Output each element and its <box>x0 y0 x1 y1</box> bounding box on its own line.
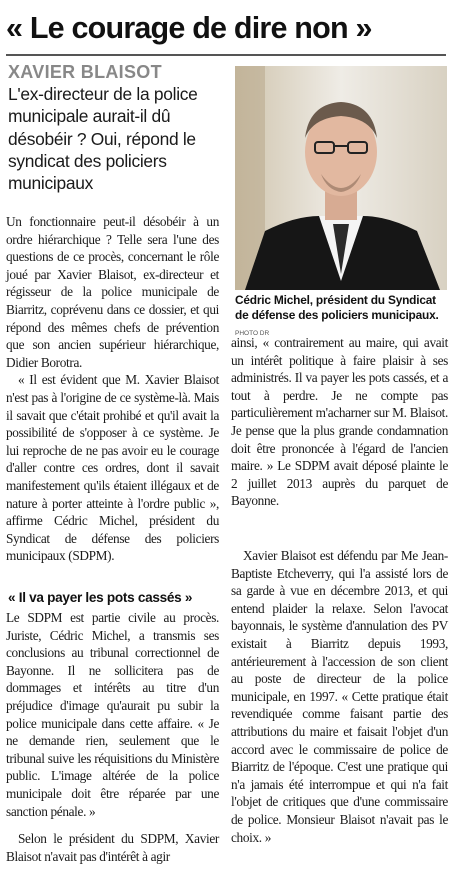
headline-divider <box>6 54 446 56</box>
article-column-left-bottom <box>6 609 219 820</box>
subhead: L'ex-directeur de la police municipale aurait-il dû désobéir ? Oui, répond le syndicat des policiers municipaux <box>8 84 198 194</box>
article-column-left-end <box>6 830 219 865</box>
paragraph-president-start: Selon le président du SDPM, Xavier Blaisot n'avait pas d'intérêt à agir <box>6 831 219 864</box>
caption-text: Cédric Michel, président du Syndicat de défense des policiers municipaux. <box>235 293 439 323</box>
intro-paragraph: Un fonctionnaire peut-il désobéir à un ordre hiérarchique ? Telle sera l'une des questions de ce procès, concernant le rôle joué par Xavier Blaisot, ex-directeur et régisseur de la police municipale de Biarritz, coprévenu dans ce dossier, et qui répond des mêmes chefs de prévention que son ancien supérieur hiérarchique, Didier Borotra. <box>6 214 219 370</box>
headline: « Le courage de dire non » <box>6 11 372 45</box>
photo-credit: PHOTO DR <box>235 329 270 337</box>
article-column-right-top <box>231 334 448 510</box>
intertitle: « Il va payer les pots cassés » <box>8 590 193 605</box>
article-column-left-top <box>6 213 219 565</box>
article-column-right-bottom <box>231 547 448 846</box>
paragraph-defense: Xavier Blaisot est défendu par Me Jean-Baptiste Etcheverry, qui l'a assisté lors de sa garde à vue en décembre 2013, et qui entend plaider la relaxe. Selon l'avocat bayonnais, le système d'annulation des PV existait à Biarritz depuis 1993, antérieurement à l'accession de son client au poste de directeur de la police municipale, en 1997. « Cette pratique était revendiquée comme faisant partie des attributions du maire et faisait l'objet d'un accord avec le commissaire de police de Biarritz de l'époque. C'est une pratique qui n'a jamais été interrompue et qui n'a fait l'objet de critiques que d'une commissaire de police. Monsieur Blaisot n'avait pas le choix. » <box>231 548 448 845</box>
portrait-photo <box>235 66 447 290</box>
paragraph-president-end: ainsi, « contrairement au maire, qui avait un intérêt politique à faire plaisir à ses administrés. Il va payer les pots cassés, et a tout à perdre. Je ne compte pas particulièrement m'acharner sur M. Blaisot. Je pense que la plus grande condamnation doit être prononcée à l'égard de l'ancien maire. » Le SDPM avait déposé plainte le 2 juillet 2013 auprès du parquet de Bayonne. <box>231 335 448 509</box>
paragraph-partie-civile: Le SDPM est partie civile au procès. Juriste, Cédric Michel, a transmis ses conclusions au tribunal correctionnel de Bayonne. Il ne sollicitera pas de dommages et intérêts au titre d'un préjudice d'image qu'aurait pu subir la police municipale dans cette affaire. « Je ne demande rien, seulement que le tribunal suive les réquisitions du Ministère public. L'image altérée de la police municipale doit être réparée par une sanction pénale. » <box>6 610 219 819</box>
quote-paragraph: « Il est évident que M. Xavier Blaisot n'est pas à l'origine de ce système-là. Mais il savait que c'était prohibé et qu'il avait la possibilité de s'opposer à ce système. Je lui reproche de ne pas avoir eu le courage d'aller contre ces ordres, dont il savait manifestement qu'ils étaient illégaux et de nature à porter atteinte à l'ordre public », affirme Cédric Michel, président du Syndicat de défense des policiers municipaux (SDPM). <box>6 372 219 564</box>
portrait-illustration <box>235 66 447 290</box>
kicker: XAVIER BLAISOT <box>8 62 162 82</box>
